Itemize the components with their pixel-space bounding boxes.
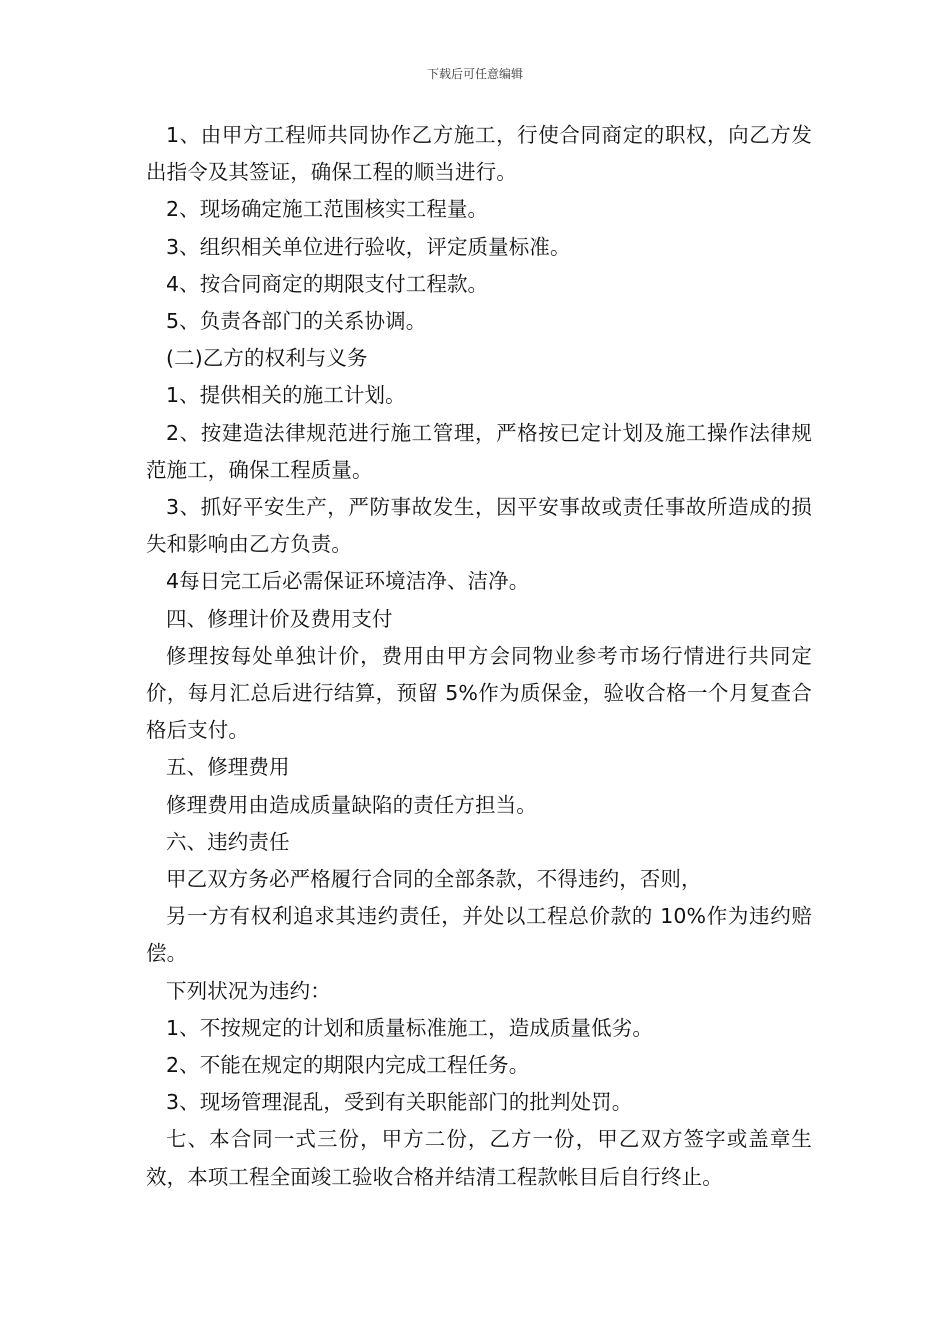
paragraph: 3、抓好平安生产，严防事故发生，因平安事故或责任事故所造成的损失和影响由乙方负责。 xyxy=(146,495,812,557)
paragraph: 1、提供相关的施工计划。 xyxy=(166,383,406,408)
paragraph: 2、现场确定施工范围核实工程量。 xyxy=(166,197,489,222)
paragraph: 1、不按规定的计划和质量标准施工，造成质量低劣。 xyxy=(166,1015,653,1040)
paragraph: 3、现场管理混乱，受到有关职能部门的批判处罚。 xyxy=(166,1090,633,1115)
paragraph: 5、负责各部门的关系协调。 xyxy=(166,309,427,334)
section-heading: (二)乙方的权利与义务 xyxy=(166,346,368,371)
section-heading: 五、修理费用 xyxy=(166,755,290,780)
page-header: 下载后可任意编辑 xyxy=(426,67,523,81)
paragraph: 2、按建造法律规范进行施工管理，严格按已定计划及施工操作法律规范施工，确保工程质量。 xyxy=(146,420,812,482)
paragraph: 1、由甲方工程师共同协作乙方施工，行使合同商定的职权，向乙方发出指令及其签证，确保工程的顺当进行。 xyxy=(146,123,812,185)
document-body xyxy=(146,117,812,1196)
paragraph: 修理按每处单独计价，费用由甲方会同物业参考市场行情进行共同定价，每月汇总后进行结算，预留 5%作为质保金，验收合格一个月复查合格后支付。 xyxy=(146,643,812,743)
paragraph: 修理费用由造成质量缺陷的责任方担当。 xyxy=(166,792,537,817)
paragraph: 下列状况为违约： xyxy=(166,978,331,1003)
paragraph: 4、按合同商定的期限支付工程款。 xyxy=(166,271,489,296)
paragraph: 七、本合同一式三份，甲方二份，乙方一份，甲乙双方签字或盖章生效，本项工程全面竣工验收合格并结清工程款帐目后自行终止。 xyxy=(146,1127,812,1189)
paragraph: 2、不能在规定的期限内完成工程任务。 xyxy=(166,1053,530,1078)
paragraph: 4每日完工后必需保证环境洁净、洁净。 xyxy=(166,569,530,594)
section-heading: 六、违约责任 xyxy=(166,829,290,854)
paragraph: 另一方有权利追求其违约责任，并处以工程总价款的 10%作为违约赔偿。 xyxy=(146,904,812,966)
paragraph: 3、组织相关单位进行验收，评定质量标准。 xyxy=(166,234,571,259)
section-heading: 四、修理计价及费用支付 xyxy=(166,606,393,631)
paragraph: 甲乙双方务必严格履行合同的全部条款，不得违约，否则， xyxy=(166,867,702,892)
